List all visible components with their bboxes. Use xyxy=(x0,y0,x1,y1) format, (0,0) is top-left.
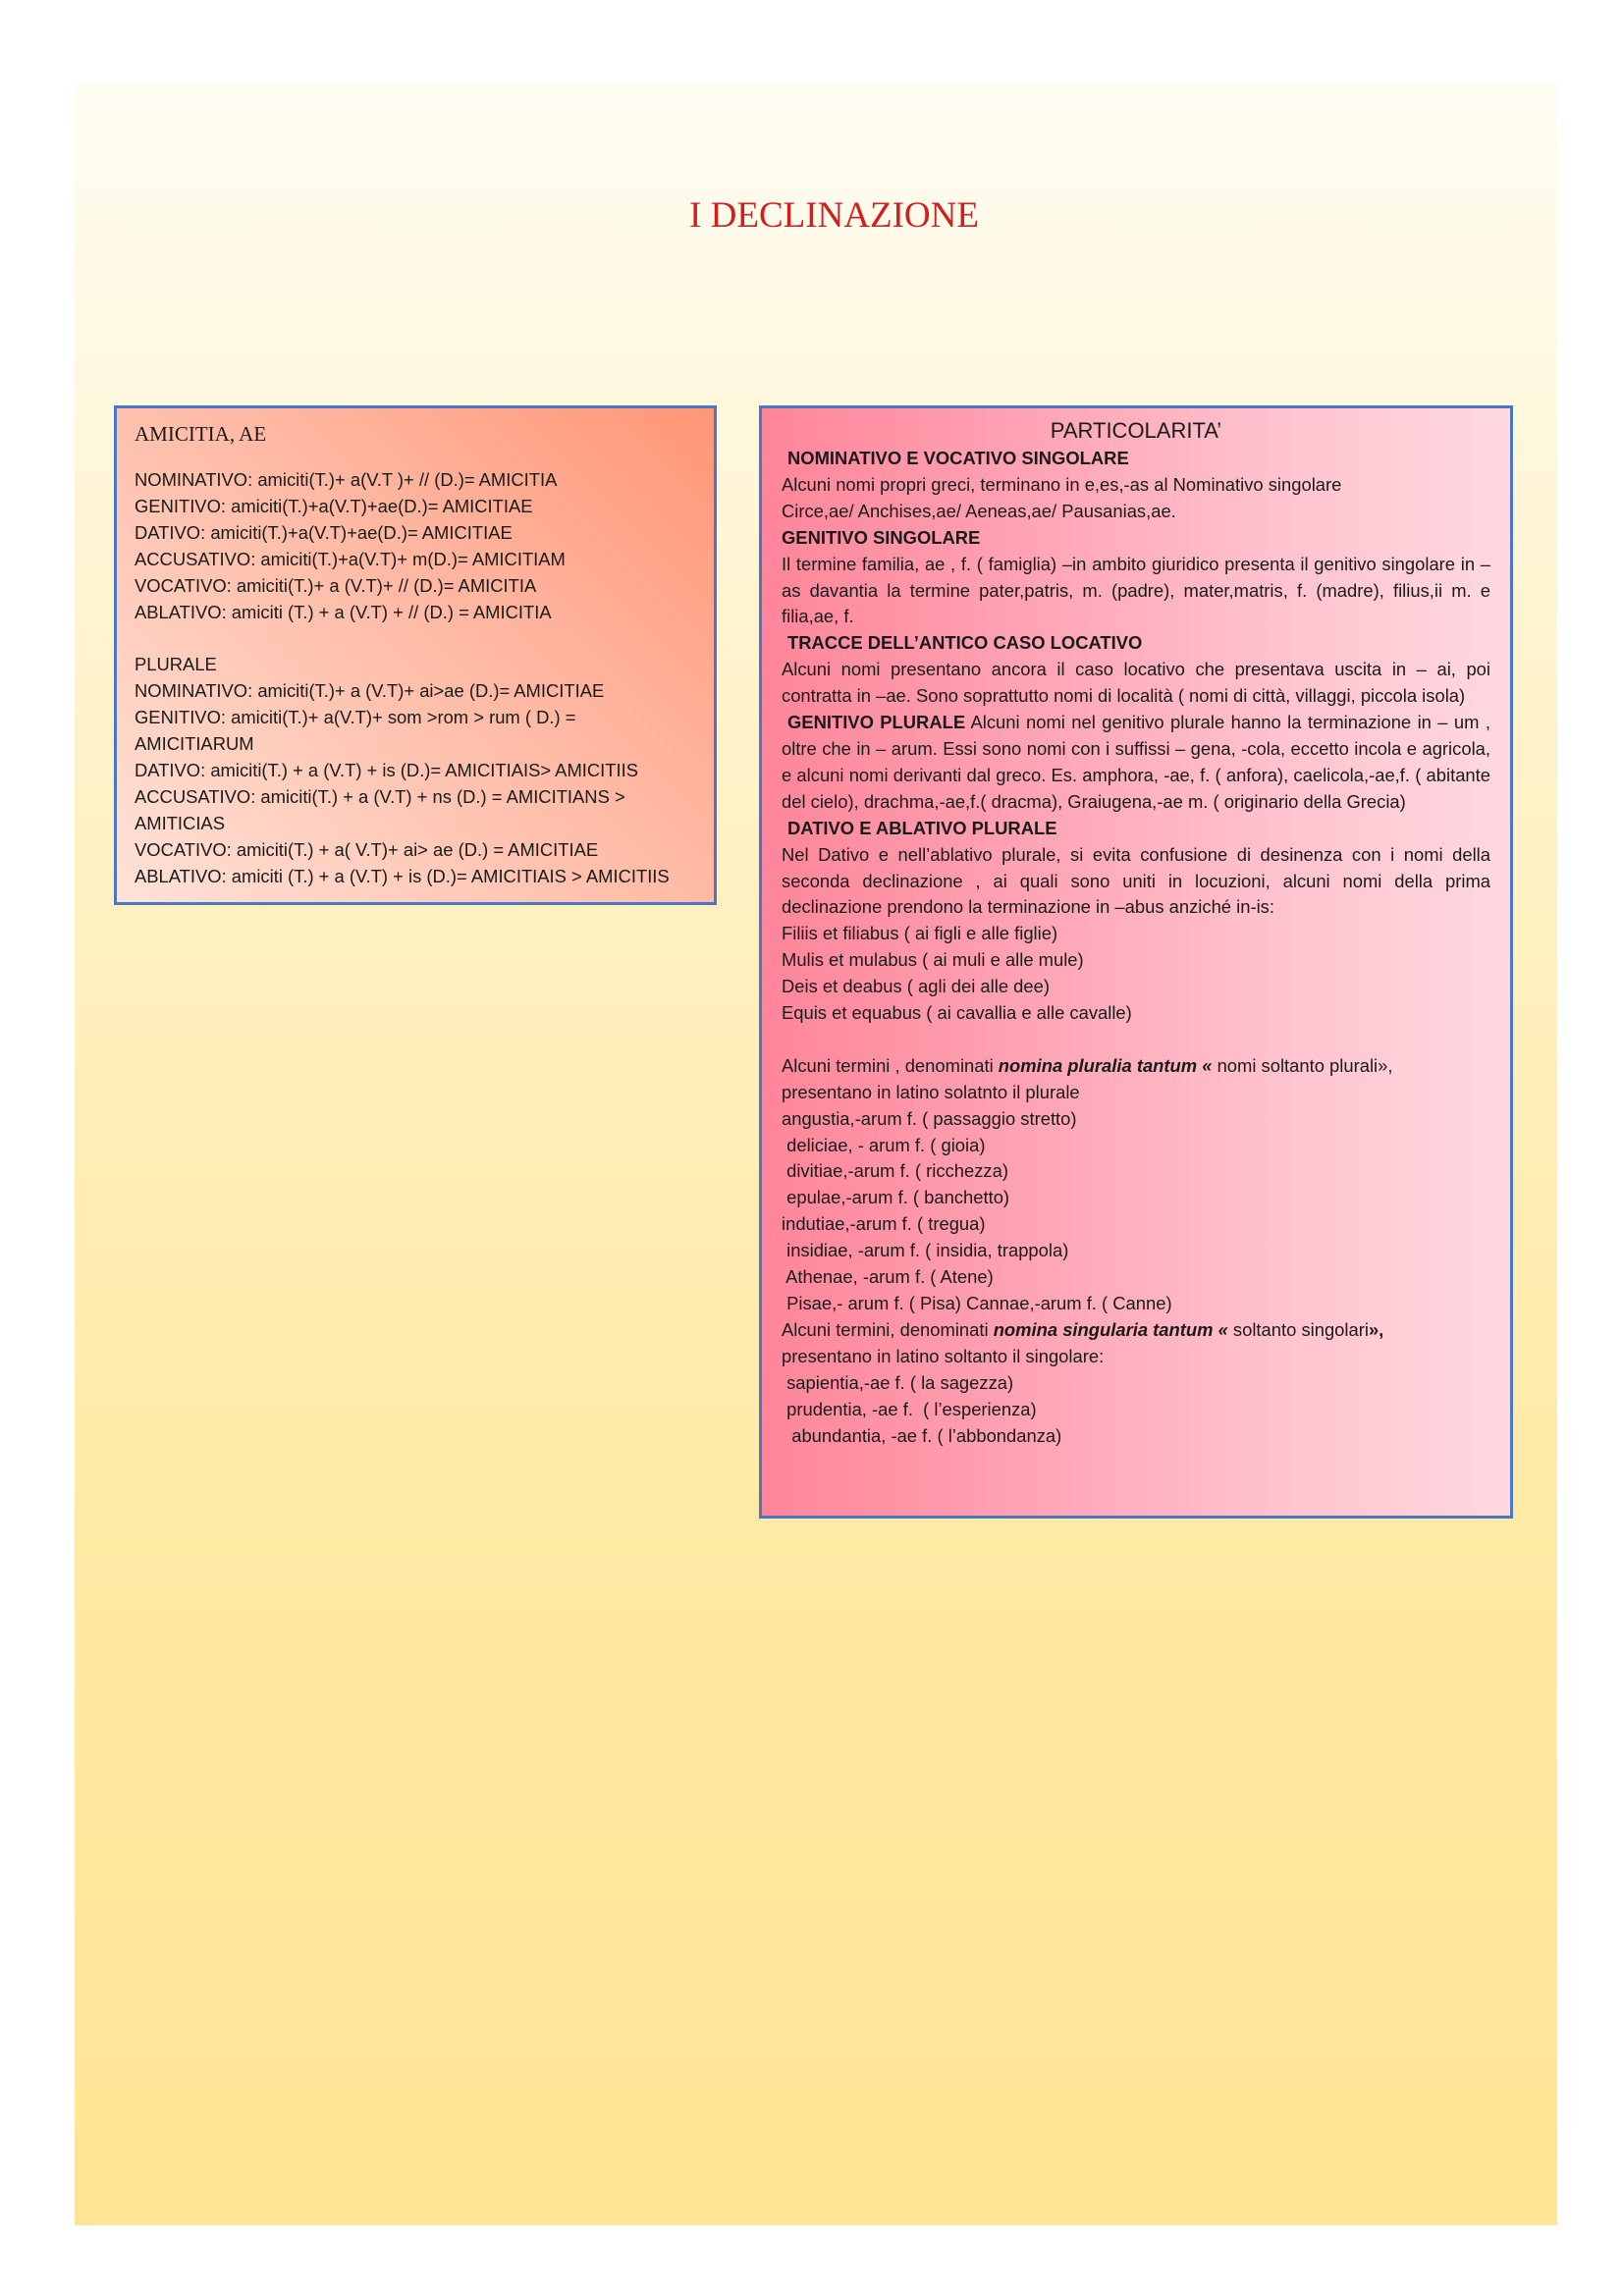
singular-accusative: ACCUSATIVO: amiciti(T.)+a(V.T)+ m(D.)= AMICITIAM xyxy=(135,548,566,569)
singularia-item: sapientia,-ae f. ( la sagezza) xyxy=(782,1371,1014,1393)
section-text-genitive-plural: Alcuni nomi nel genitivo plurale hanno la terminazione in – um , oltre che in – arum. Essi sono nomi con i suffissi – gena, -cola, eccetto incola e agricola, e alcuni nomi derivanti dal greco. Es. amphora, -ae, f. ( anfora), caelicola,-ae,f. ( abitante del cielo), drachma,-ae,f.( dracma), Graiugena,-ae m. ( originario della Grecia) xyxy=(782,712,1490,812)
plural-accusative: ACCUSATIVO: amiciti(T.) + a (V.T) + ns (D.) = AMICITIANS > xyxy=(135,785,625,807)
singularia-gloss: soltanto singolari xyxy=(1227,1318,1369,1340)
section-heading-dative-ablative: DATIVO E ABLATIVO PLURALE xyxy=(787,817,1057,838)
plural-ablative: ABLATIVO: amiciti (T.) + a (V.T) + is (D.)= AMICITIAIS > AMICITIIS xyxy=(135,865,670,886)
plural-label: PLURALE xyxy=(135,654,217,675)
pluralia-gloss: nomi soltanto plurali», xyxy=(1212,1054,1393,1076)
plural-dative: DATIVO: amiciti(T.) + a (V.T) + is (D.)= AMICITIAIS> AMICITIIS xyxy=(135,759,638,780)
singularia-intro-text: Alcuni termini, denominati xyxy=(782,1318,994,1340)
example-line: Deis et deabus ( agli dei alle dee) xyxy=(782,976,1050,997)
particularities-title: PARTICOLARITA’ xyxy=(1050,418,1222,443)
singular-ablative: ABLATIVO: amiciti (T.) + a (V.T) + // (D.) = AMICITIA xyxy=(135,601,552,622)
section-heading-genitive-plural: GENITIVO PLURALE xyxy=(787,712,966,733)
pluralia-intro-text: Alcuni termini , denominati xyxy=(782,1054,999,1076)
singular-genitive: GENITIVO: amiciti(T.)+a(V.T)+ae(D.)= AMICITIAE xyxy=(135,495,533,516)
pluralia-item: Athenae, -arum f. ( Atene) xyxy=(782,1266,994,1288)
section-text-genitive-singular: Il termine familia, ae , f. ( famiglia) –in ambito giuridico presenta il genitivo singolare in –as davantia la termine pater,patris, m. (padre), mater,matris, f. (madre), filius,ii m. e filia,ae, f. xyxy=(782,553,1490,627)
pluralia-term: nomina pluralia tantum « xyxy=(998,1054,1213,1076)
section-genitive-plural xyxy=(782,710,1490,816)
pluralia-tantum-intro xyxy=(782,1053,1490,1080)
pluralia-item: deliciae, - arum f. ( gioia) xyxy=(782,1134,986,1155)
section-heading-nominative-vocative: NOMINATIVO E VOCATIVO SINGOLARE xyxy=(787,448,1129,468)
example-line: Mulis et mulabus ( ai muli e alle mule) xyxy=(782,949,1084,971)
section-text-dative-ablative: Nel Dativo e nell’ablativo plurale, si evita confusione di desinenza con i nomi della seconda declinazione , ai quali sono uniti in locuzioni, alcuni nomi della prima declinazione prendono la terminazione in –abus anziché in-is: xyxy=(782,843,1490,918)
pluralia-item: angustia,-arum f. ( passaggio stretto) xyxy=(782,1107,1077,1129)
singularia-item: abundantia, -ae f. ( l’abbondanza) xyxy=(782,1424,1062,1446)
declension-table-box xyxy=(114,405,717,905)
section-examples-nominative-vocative: Circe,ae/ Anchises,ae/ Aeneas,ae/ Pausanias,ae. xyxy=(782,500,1176,521)
section-text-nominative-vocative: Alcuni nomi propri greci, terminano in e,es,-as al Nominativo singolare xyxy=(782,473,1342,495)
singularia-close-quote: », xyxy=(1368,1318,1384,1340)
plural-genitive-cont: AMICITIARUM xyxy=(135,733,254,755)
singularia-item: prudentia, -ae f. ( l’esperienza) xyxy=(782,1398,1037,1419)
section-text-locative: Alcuni nomi presentano ancora il caso locativo che presentava uscita in – ai, poi contratta in –ae. Sono soprattutto nomi di località ( nomi di città, villaggi, piccola isola) xyxy=(782,659,1490,707)
page-title: I DECLINAZIONE xyxy=(689,195,979,236)
pluralia-item: Pisae,- arum f. ( Pisa) Cannae,-arum f. ( Canne) xyxy=(782,1292,1172,1313)
singularia-term: nomina singularia tantum « xyxy=(993,1318,1228,1340)
singular-nominative: NOMINATIVO: amiciti(T.)+ a(V.T )+ // (D.)= AMICITIA xyxy=(135,469,558,490)
pluralia-item: epulae,-arum f. ( banchetto) xyxy=(782,1187,1010,1208)
singular-vocative: VOCATIVO: amiciti(T.)+ a (V.T)+ // (D.)= AMICITIA xyxy=(135,574,537,596)
pluralia-item: divitiae,-arum f. ( ricchezza) xyxy=(782,1160,1008,1182)
singularia-tantum-line2: presentano in latino soltanto il singolare: xyxy=(782,1345,1105,1366)
plural-vocative: VOCATIVO: amiciti(T.) + a( V.T)+ ai> ae (D.) = AMICITIAE xyxy=(135,838,599,860)
noun-heading: AMICITIA, AE xyxy=(135,422,267,446)
plural-accusative-cont: AMITICIAS xyxy=(135,812,225,833)
pluralia-tantum-line2: presentano in latino solatnto il plurale xyxy=(782,1081,1080,1102)
plural-nominative: NOMINATIVO: amiciti(T.)+ a (V.T)+ ai>ae (D.)= AMICITIAE xyxy=(135,680,605,702)
singular-dative: DATIVO: amiciti(T.)+a(V.T)+ae(D.)= AMICITIAE xyxy=(135,521,513,543)
example-line: Filiis et filiabus ( ai figli e alle figlie) xyxy=(782,923,1058,944)
example-line: Equis et equabus ( ai cavallia e alle cavalle) xyxy=(782,1002,1132,1024)
section-heading-genitive-singular: GENITIVO SINGOLARE xyxy=(782,526,981,548)
plural-genitive: GENITIVO: amiciti(T.)+ a(V.T)+ som >rom > rum ( D.) = xyxy=(135,707,576,728)
pluralia-item: insidiae, -arum f. ( insidia, trappola) xyxy=(782,1240,1069,1261)
pluralia-item: indutiae,-arum f. ( tregua) xyxy=(782,1213,986,1235)
particularities-box xyxy=(759,405,1513,1519)
section-heading-locative: TRACCE DELL’ANTICO CASO LOCATIVO xyxy=(787,632,1143,654)
singularia-tantum-intro xyxy=(782,1317,1490,1344)
